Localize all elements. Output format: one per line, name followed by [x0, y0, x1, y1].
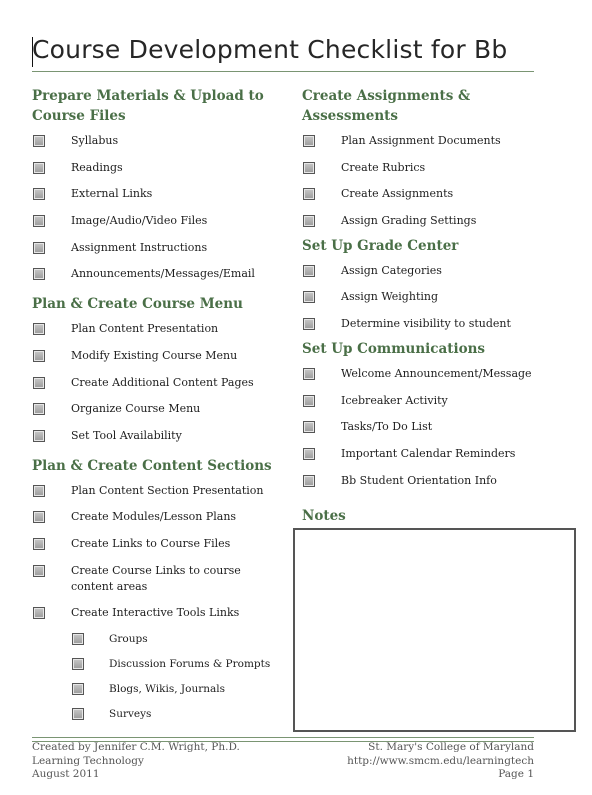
- checklist-item-icebreaker[interactable]: [302, 392, 542, 419]
- item-label: External Links: [71, 187, 153, 201]
- checklist-item-course-links[interactable]: [32, 562, 294, 604]
- item-label: Create Assignments: [341, 187, 454, 201]
- checkbox[interactable]: [33, 162, 45, 174]
- checklist-subitem-groups[interactable]: [32, 630, 294, 655]
- footer-right: [347, 741, 534, 782]
- item-label: Groups: [109, 633, 148, 646]
- checkbox[interactable]: [33, 350, 45, 362]
- item-label: Bb Student Orientation Info: [341, 473, 497, 487]
- checklist-item-section-presentation[interactable]: [32, 482, 294, 509]
- checkbox[interactable]: [303, 265, 315, 277]
- checkbox[interactable]: [72, 708, 84, 720]
- footer-left: [32, 741, 240, 782]
- checkbox[interactable]: [33, 430, 45, 442]
- item-label: Blogs, Wikis, Journals: [109, 683, 226, 696]
- checklist-item-welcome[interactable]: [302, 365, 542, 392]
- section-heading: Plan & Create Course Menu: [32, 296, 243, 313]
- checklist-item-organize-menu[interactable]: [32, 400, 294, 427]
- checklist-item-create-assignments[interactable]: [302, 185, 542, 212]
- checkbox[interactable]: [33, 268, 45, 280]
- section-heading: Create Assignments & Assessments: [302, 88, 471, 124]
- checkbox[interactable]: [303, 448, 315, 460]
- footer-department: Learning Technology: [32, 754, 144, 767]
- page-title: Course Development Checklist for Bb: [32, 35, 508, 64]
- item-label: Surveys: [109, 708, 152, 721]
- checkbox[interactable]: [303, 368, 315, 380]
- item-label: Important Calendar Reminders: [341, 446, 516, 460]
- checkbox[interactable]: [33, 538, 45, 550]
- item-label: Announcements/Messages/Email: [71, 267, 255, 281]
- item-label: Plan Content Section Presentation: [71, 483, 264, 497]
- section-heading: Prepare Materials & Upload to Course Files: [32, 88, 264, 124]
- section-course-menu: [32, 294, 294, 453]
- section-heading: Set Up Grade Center: [302, 237, 459, 254]
- checklist-item-plan-assignments[interactable]: [302, 132, 542, 159]
- checkbox[interactable]: [303, 135, 315, 147]
- checklist-item-tasks[interactable]: [302, 418, 542, 445]
- notes-heading: Notes: [302, 508, 346, 524]
- checklist-item-visibility[interactable]: [302, 315, 542, 342]
- checklist-item-additional-pages[interactable]: [32, 374, 294, 401]
- checklist-subitem-blogs[interactable]: [32, 680, 294, 705]
- checkbox[interactable]: [303, 421, 315, 433]
- checklist-subitem-discussion-forums[interactable]: [32, 655, 294, 680]
- section-prepare-materials: [32, 86, 294, 292]
- item-label: Assign Categories: [341, 263, 442, 277]
- checkbox[interactable]: [303, 215, 315, 227]
- section-heading: Plan & Create Content Sections: [32, 457, 272, 474]
- checkbox[interactable]: [72, 633, 84, 645]
- footer-url[interactable]: http://www.smcm.edu/learningtech: [347, 754, 534, 767]
- section-communications: [302, 339, 542, 498]
- checkbox[interactable]: [33, 377, 45, 389]
- checkbox[interactable]: [33, 135, 45, 147]
- checkbox[interactable]: [303, 318, 315, 330]
- item-label: Create Modules/Lesson Plans: [71, 510, 237, 524]
- item-label: Plan Content Presentation: [71, 322, 219, 336]
- checkbox[interactable]: [33, 485, 45, 497]
- footer-page-number: Page 1: [498, 768, 534, 780]
- checklist-item-modules[interactable]: [32, 508, 294, 535]
- checklist-item-syllabus[interactable]: [32, 132, 294, 159]
- checklist-item-weighting[interactable]: [302, 288, 542, 315]
- item-label: Create Links to Course Files: [71, 536, 231, 550]
- left-column: [32, 86, 294, 730]
- checklist-item-announcements[interactable]: [32, 265, 294, 292]
- item-label: Determine visibility to student: [341, 317, 511, 331]
- item-label: Assignment Instructions: [71, 240, 208, 254]
- checkbox[interactable]: [33, 242, 45, 254]
- checklist-item-orientation[interactable]: [302, 472, 542, 499]
- checkbox[interactable]: [33, 188, 45, 200]
- footer-date: August 2011: [32, 768, 100, 780]
- item-label: Readings: [71, 160, 123, 174]
- checklist-item-rubrics[interactable]: [302, 159, 542, 186]
- item-label: Assign Grading Settings: [341, 214, 477, 228]
- notes-box[interactable]: [293, 528, 576, 732]
- checklist-item-readings[interactable]: [32, 159, 294, 186]
- item-label: Create Course Links to course content areas: [71, 563, 241, 593]
- item-label: Welcome Announcement/Message: [341, 366, 532, 380]
- checkbox[interactable]: [33, 565, 45, 577]
- footer-college: St. Mary's College of Maryland: [368, 741, 534, 753]
- title-divider: [32, 71, 534, 72]
- item-label: Discussion Forums & Prompts: [109, 658, 271, 671]
- checkbox[interactable]: [33, 511, 45, 523]
- checklist-item-calendar[interactable]: [302, 445, 542, 472]
- item-label: Create Interactive Tools Links: [71, 605, 240, 619]
- item-label: Modify Existing Course Menu: [71, 348, 238, 362]
- checkbox[interactable]: [303, 188, 315, 200]
- checklist-item-external-links[interactable]: [32, 185, 294, 212]
- footer-author: Created by Jennifer C.M. Wright, Ph.D.: [32, 741, 240, 753]
- right-column: [302, 86, 542, 498]
- section-content-sections: [32, 456, 294, 731]
- checkbox[interactable]: [303, 395, 315, 407]
- item-label: Create Rubrics: [341, 160, 426, 174]
- checkbox[interactable]: [303, 475, 315, 487]
- checklist-item-plan-content[interactable]: [32, 320, 294, 347]
- section-heading: Set Up Communications: [302, 340, 486, 357]
- item-label: Set Tool Availability: [71, 428, 182, 442]
- item-label: Create Additional Content Pages: [71, 375, 254, 389]
- section-grade-center: [302, 236, 542, 342]
- checklist-subitem-surveys[interactable]: [32, 705, 294, 730]
- item-label: Assign Weighting: [341, 290, 439, 304]
- checkbox[interactable]: [72, 683, 84, 695]
- item-label: Syllabus: [71, 134, 119, 147]
- checklist-item-assignment-instructions[interactable]: [32, 239, 294, 266]
- item-label: Tasks/To Do List: [341, 420, 433, 434]
- checklist-item-media-files[interactable]: [32, 212, 294, 239]
- checklist-item-links-course-files[interactable]: [32, 535, 294, 562]
- checklist-item-interactive-tools[interactable]: [32, 604, 294, 631]
- checkbox[interactable]: [72, 658, 84, 670]
- checkbox[interactable]: [33, 403, 45, 415]
- checklist-item-tool-availability[interactable]: [32, 427, 294, 454]
- checkbox[interactable]: [33, 215, 45, 227]
- checkbox[interactable]: [303, 291, 315, 303]
- checklist-item-categories[interactable]: [302, 262, 542, 289]
- checkbox[interactable]: [33, 323, 45, 335]
- checkbox[interactable]: [303, 162, 315, 174]
- checklist-item-modify-menu[interactable]: [32, 347, 294, 374]
- item-label: Icebreaker Activity: [341, 393, 448, 407]
- item-label: Plan Assignment Documents: [341, 134, 501, 147]
- section-assignments: [302, 86, 542, 239]
- item-label: Image/Audio/Video Files: [71, 214, 208, 228]
- checkbox[interactable]: [33, 607, 45, 619]
- item-label: Organize Course Menu: [71, 402, 201, 416]
- checklist-item-grading-settings[interactable]: [302, 212, 542, 239]
